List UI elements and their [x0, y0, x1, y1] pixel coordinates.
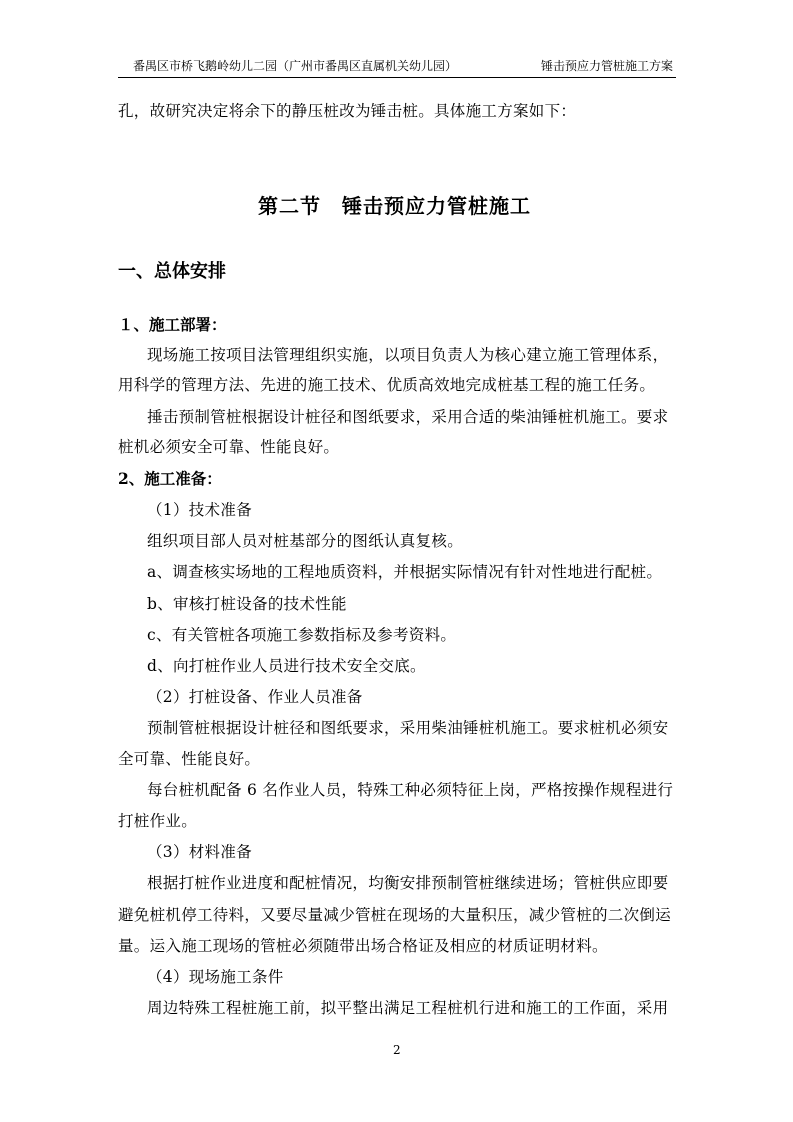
section-title: 第二节 锤击预应力管桩施工: [258, 194, 531, 218]
header-right: 锤击预应力管桩施工方案: [541, 59, 674, 73]
page-number: 2: [393, 1043, 401, 1057]
list-item-d: d、向打桩作业人员进行技术安全交底。: [147, 657, 426, 675]
list-item-b: b、审核打桩设备的技术性能: [147, 595, 347, 613]
paragraph-line: 全可靠、性能良好。: [118, 750, 261, 768]
paragraph-line: 周边特殊工程桩施工前，拟平整出满足工程桩机行进和施工的工作面，采用: [147, 999, 669, 1017]
list-item-a: a、调查核实场地的工程地质资料，并根据实际情况有针对性地进行配桩。: [147, 563, 663, 581]
intro-text: 孔，故研究决定将余下的静压桩改为锤击桩。具体施工方案如下：: [118, 102, 577, 120]
paragraph-line: 预制管桩根据设计桩径和图纸要求，采用柴油锤桩机施工。要求桩机必须安: [147, 719, 669, 737]
paragraph-line: 量。运入施工现场的管桩必须随带出场合格证及相应的材质证明材料。: [118, 937, 608, 955]
header-left: 番禺区市桥飞鹅岭幼儿二园（广州市番禺区直属机关幼儿园）: [133, 59, 458, 73]
paragraph-line: 每台桩机配备 6 名作业人员，特殊工种必须特征上岗，严格按操作规程进行: [147, 781, 674, 799]
paragraph-line: 桩机必须安全可靠、性能良好。: [118, 438, 340, 456]
paragraph-line: 避免桩机停工待料，又要尽量减少管桩在现场的大量积压，减少管桩的二次倒运: [118, 906, 672, 924]
heading-overall-arrangement: 一、总体安排: [118, 261, 226, 282]
item-title-equipment: （2）打桩设备、作业人员准备: [147, 688, 363, 706]
paragraph-line: 捶击预制管桩根据设计桩径和图纸要求，采用合适的柴油锤桩机施工。要求: [147, 408, 669, 426]
list-item-c: c、有关管桩各项施工参数指标及参考资料。: [147, 626, 457, 644]
item-title-site: （4）现场施工条件: [147, 968, 284, 986]
paragraph-line: 组织项目部人员对桩基部分的图纸认真复核。: [147, 532, 464, 550]
paragraph-line: 现场施工按项目法管理组织实施，以项目负责人为核心建立施工管理体系，: [147, 346, 669, 364]
item-title-materials: （3）材料准备: [147, 843, 252, 861]
paragraph-line: 打桩作业。: [118, 812, 198, 830]
subheading-deployment: １、施工部署：: [118, 315, 227, 334]
header-rule: [118, 77, 676, 78]
item-title-tech: （1）技术准备: [147, 501, 252, 519]
paragraph-line: 用科学的管理方法、先进的施工技术、优质高效地完成桩基工程的施工任务。: [118, 376, 656, 394]
paragraph-line: 根据打桩作业进度和配桩情况，均衡安排预制管桩继续进场；管桩供应即要: [147, 874, 669, 892]
subheading-preparation: 2、施工准备：: [118, 469, 222, 488]
